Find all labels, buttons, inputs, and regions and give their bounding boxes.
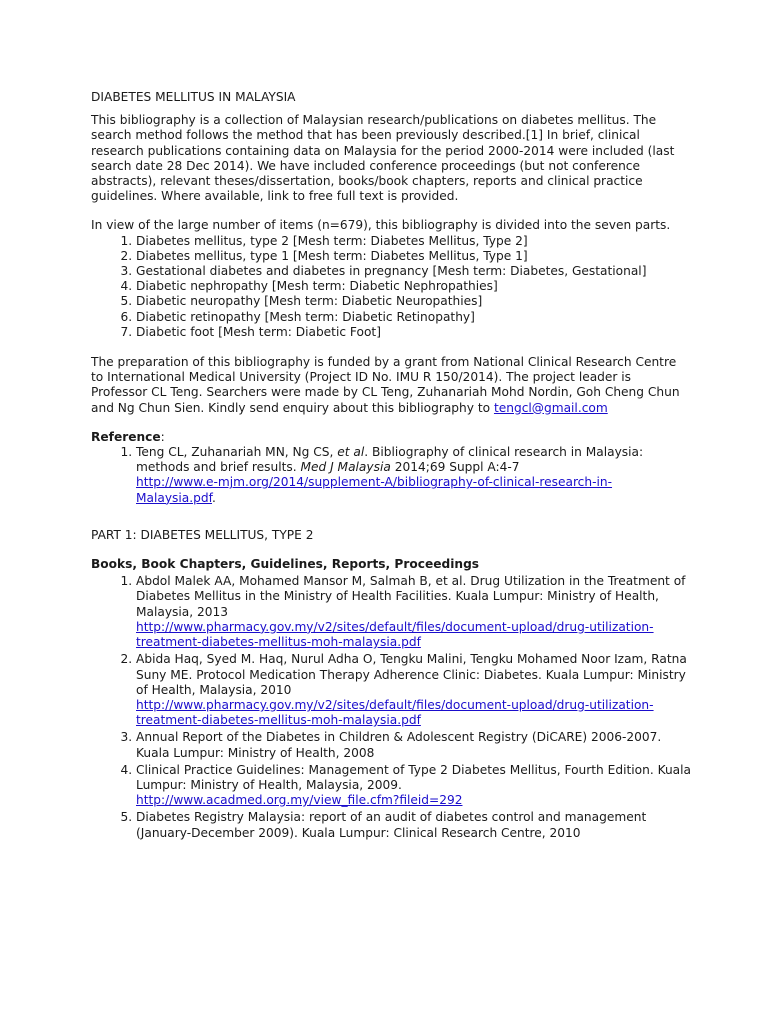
- reference-etal: et al: [337, 445, 365, 460]
- reference-title: . Bibliography of clinical research in Malaysia: methods and brief results.: [136, 445, 644, 475]
- parts-list-item: 5. Diabetic neuropathy [Mesh term: Diabetic Neuropathies]: [136, 294, 691, 309]
- book-text: Abdol Malek AA, Mohamed Mansor M, Salmah B, et al. Drug Utilization in the Treatment of Diabetes Mellitus in the Ministry of Health Facilities. Kuala Lumpur: Ministry of Health, Malaysia, 2013: [136, 574, 686, 619]
- book-item: [136, 652, 691, 728]
- reference-item: [136, 445, 691, 506]
- reference-list: [91, 445, 691, 506]
- parts-list-item: 1. Diabetes mellitus, type 2 [Mesh term: Diabetes Mellitus, Type 2]: [136, 234, 691, 249]
- document-title: DIABETES MELLITUS IN MALAYSIA: [91, 90, 296, 104]
- email-link[interactable]: tengcl@gmail.com: [493, 400, 608, 415]
- reference-url-link[interactable]: http://www.e-mjm.org/2014/supplement-A/bibliography-of-clinical-research-in-Malaysia.pdf: [136, 475, 613, 505]
- parts-list: [91, 234, 691, 340]
- reference-heading: [91, 430, 691, 445]
- reference-colon: :: [160, 429, 165, 444]
- parts-list-item: 6. Diabetic retinopathy [Mesh term: Diabetic Retinopathy]: [136, 310, 691, 325]
- funding-paragraph: [91, 355, 691, 416]
- parts-intro-paragraph: In view of the large number of items (n=679), this bibliography is divided into the seven parts.: [91, 218, 671, 233]
- parts-list-item: 7. Diabetic foot [Mesh term: Diabetic Foot]: [136, 325, 691, 340]
- book-item: [136, 730, 691, 760]
- book-item: [136, 810, 691, 840]
- book-url-link[interactable]: http://www.pharmacy.gov.my/v2/sites/default/files/document-upload/drug-utilization-treatment-diabetes-mellitus-moh-malaysia.pdf: [136, 619, 654, 650]
- document-page: [91, 90, 691, 843]
- parts-list-item: 3. Gestational diabetes and diabetes in pregnancy [Mesh term: Diabetes, Gestational]: [136, 264, 691, 279]
- book-item: [136, 574, 691, 650]
- book-url-link[interactable]: http://www.pharmacy.gov.my/v2/sites/default/files/document-upload/drug-utilization-treatment-diabetes-mellitus-moh-malaysia.pdf: [136, 697, 654, 728]
- book-text: Annual Report of the Diabetes in Children & Adolescent Registry (DiCARE) 2006-2007. Kuala Lumpur: Ministry of Health, 2008: [136, 730, 662, 760]
- parts-list-item: 4. Diabetic nephropathy [Mesh term: Diabetic Nephropathies]: [136, 279, 691, 294]
- part1-heading: PART 1: DIABETES MELLITUS, TYPE 2: [91, 527, 314, 542]
- books-list: [91, 574, 691, 840]
- book-text: Abida Haq, Syed M. Haq, Nurul Adha O, Tengku Malini, Tengku Mohamed Noor Izam, Ratna Suny ME. Protocol Medication Therapy Adherence Clinic: Diabetes. Kuala Lumpur: Ministry of Health, Malaysia, 2010: [136, 652, 687, 697]
- book-text: Clinical Practice Guidelines: Management of Type 2 Diabetes Mellitus, Fourth Edition. Kuala Lumpur: Ministry of Health, Malaysia, 2009.: [136, 762, 691, 792]
- parts-list-item: 2. Diabetes mellitus, type 1 [Mesh term: Diabetes Mellitus, Type 1]: [136, 249, 691, 264]
- reference-citation: 2014;69 Suppl A:4-7: [390, 460, 520, 475]
- book-url-link[interactable]: http://www.acadmed.org.my/view_file.cfm?fileid=292: [136, 793, 463, 808]
- reference-label: Reference: [91, 429, 161, 444]
- reference-authors: Teng CL, Zuhanariah MN, Ng CS,: [136, 445, 338, 460]
- intro-paragraph: This bibliography is a collection of Malaysian research/publications on diabetes mellitus. The search method follows the method that has been previously described.[1] In brief, clinical research publications containing data on Malaysia for the period 2000-2014 were included (last search date 28 Dec 2014). We have included conference proceedings (but not conference abstracts), relevant theses/dissertation, books/book chapters, reports and clinical practice guidelines. Where available, link to free full text is provided.: [91, 113, 675, 204]
- reference-end: .: [212, 490, 216, 505]
- funding-text: The preparation of this bibliography is funded by a grant from National Clinical Research Centre to International Medical University (Project ID No. IMU R 150/2014). The project leader is Professor CL Teng. Searchers were made by CL Teng, Zuhanariah Mohd Nordin, Goh Cheng Chun and Ng Chun Sien. Kindly send enquiry about this bibliography to: [91, 355, 680, 415]
- book-text: Diabetes Registry Malaysia: report of an audit of diabetes control and management (January-December 2009). Kuala Lumpur: Clinical Research Centre, 2010: [136, 810, 647, 840]
- books-heading: Books, Book Chapters, Guidelines, Reports, Proceedings: [91, 557, 480, 572]
- book-item: [136, 763, 691, 809]
- reference-journal: Med J Malaysia: [300, 460, 391, 475]
